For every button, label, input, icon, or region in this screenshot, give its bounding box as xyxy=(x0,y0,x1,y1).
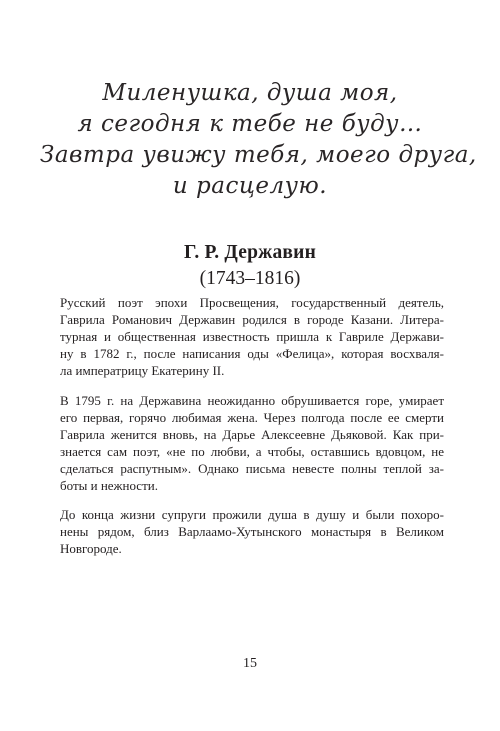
author-years: (1743–1816) xyxy=(199,268,301,289)
text-line: ла императрицу Екатерину II. xyxy=(60,363,225,378)
text-line: его первая, горячо любимая жена. Через полгода после ее смерти xyxy=(60,409,444,425)
text-line: Гаврила Романович Державин родился в городе Казани. Литера- xyxy=(60,312,444,327)
text-line: турная и общественная известность пришла к Гавриле Держави- xyxy=(60,329,444,344)
text-line: Новгороде. xyxy=(60,541,122,556)
body-text xyxy=(60,294,444,570)
text-line: Русский поэт эпохи Просвещения, государственный деятель, xyxy=(60,295,444,310)
paragraph xyxy=(60,294,444,379)
page-number: 15 xyxy=(243,656,257,671)
epigraph-line: и расцелую. xyxy=(172,173,328,199)
text-line: знается сам поэт, «не по любви, а чтобы, оставшись вдовцом, не xyxy=(60,443,444,459)
epigraph-line: Завтра увижу тебя, моего друга, xyxy=(40,142,477,168)
text-line: нены рядом, близ Варлаамо-Хутынского монастыря в Великом xyxy=(60,524,444,539)
text-line: До конца жизни супруги прожили душа в душу и были похоро- xyxy=(60,507,444,522)
text-line: В 1795 г. на Державина неожиданно обрушивается горе, умирает xyxy=(60,392,444,408)
text-line: боты и нежности. xyxy=(60,477,158,493)
paragraph xyxy=(60,506,444,557)
text-line: Гаврила женится вновь, на Дарье Алексеевне Дьяковой. Как при- xyxy=(60,426,444,442)
text-line: сделаться распутным». Однако письма невесте полны теплой за- xyxy=(60,460,444,476)
epigraph-line: Миленушка, душа моя, xyxy=(102,80,398,106)
text-line: ну в 1782 г., после написания оды «Фелица», которая восхваля- xyxy=(60,346,444,361)
epigraph xyxy=(40,78,477,202)
epigraph-line: я сегодня к тебе не буду… xyxy=(77,111,423,137)
paragraph xyxy=(60,392,444,494)
chapter-heading xyxy=(40,241,460,291)
author-name: Г. Р. Державин xyxy=(183,242,317,263)
